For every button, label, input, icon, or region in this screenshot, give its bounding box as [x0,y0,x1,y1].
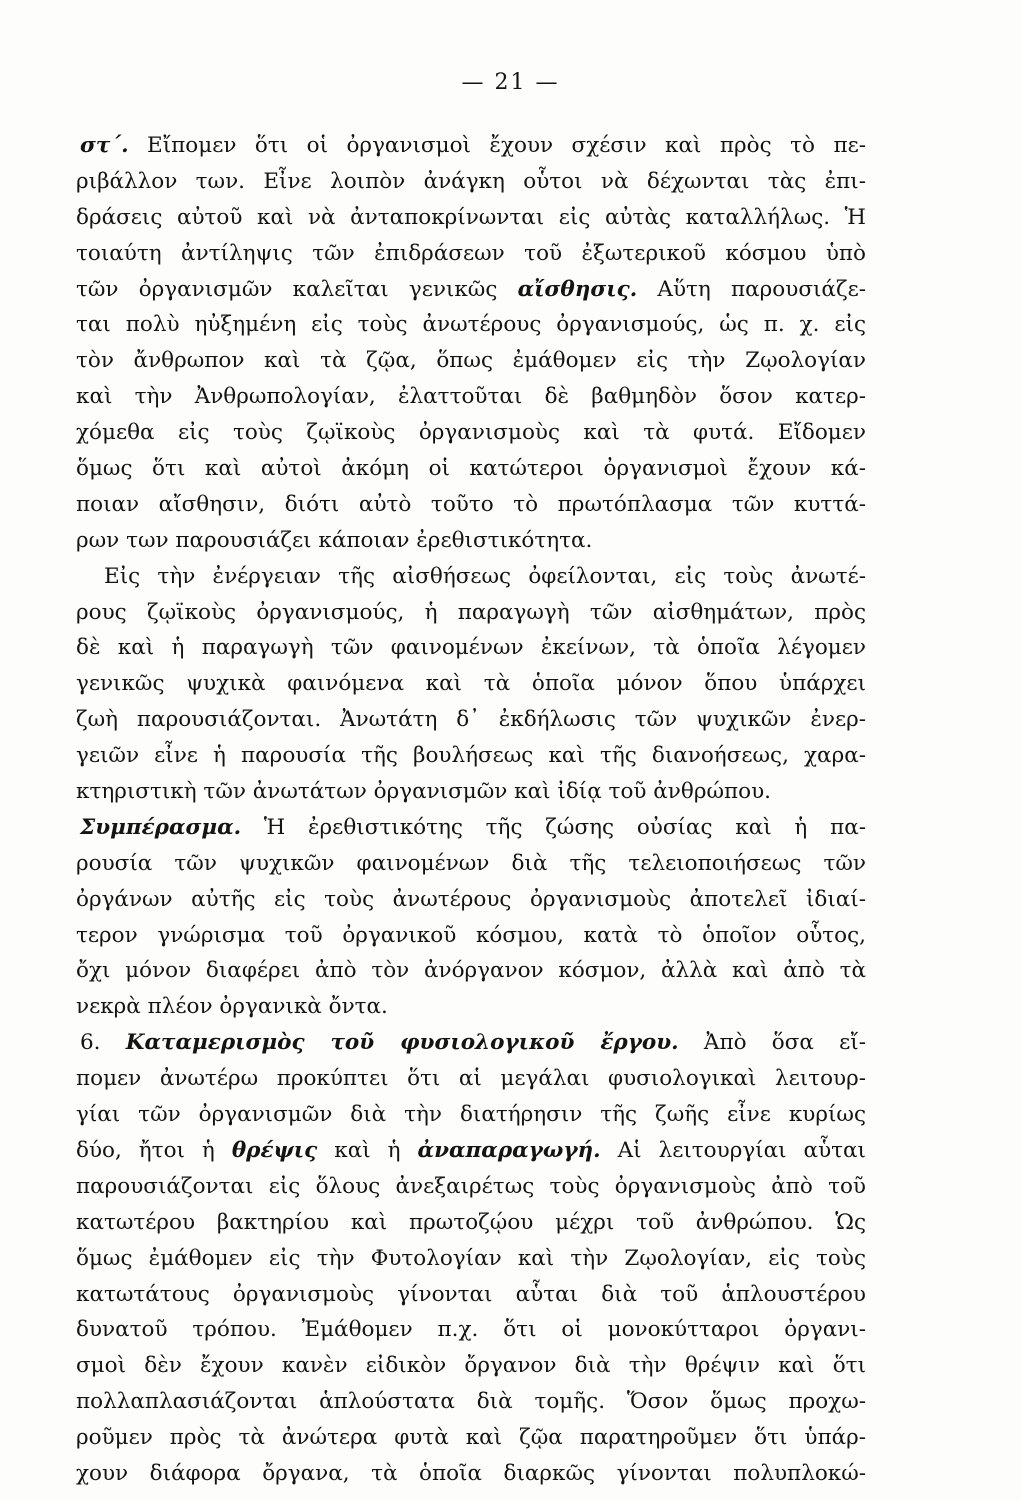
emphasized-term: Καταμερισμὸς τοῦ φυσιολογικοῦ ἔργου. [125,1030,679,1056]
text-line [76,487,866,523]
emphasized-term: αἴσθησις. [517,276,638,302]
text-run: ποιαν αἴσθησιν, διότι αὐτὸ τοῦτο τὸ πρωτόπλασμα τῶν κυττά- [76,491,866,517]
text-line [76,918,866,954]
text-run: παρουσιάζονται εἰς ὅλους ἀνεξαιρέτως τοὺς ὀργανισμοὺς ἀπὸ τοῦ [76,1173,866,1199]
text-run: ὄχι μόνον διαφέρει ἀπὸ τὸν ἀνόργανον κόσμον, ἀλλὰ καὶ ἀπὸ τὰ [76,958,866,984]
text-line [76,846,866,882]
text-run: κτηριστικὴ τῶν ἀνωτάτων ὀργανισμῶν καὶ ἰδίᾳ τοῦ ἀνθρώπου. [76,779,771,805]
text-run: τοιαύτη ἀντίληψις τῶν ἐπιδράσεων τοῦ ἐξωτερικοῦ κόσμου ὑπὸ [76,240,866,266]
text-line [76,882,866,918]
emphasized-term: θρέψις [231,1137,318,1163]
emphasized-term: ἀναπαραγωγή. [417,1137,601,1163]
text-line [76,1312,866,1348]
text-run: νεκρὰ πλέον ὀργανικὰ ὄντα. [76,994,388,1020]
text-run: ρων των παρουσιάζει κάποιαν ἐρεθιστικότητα. [76,527,593,553]
text-line [76,272,866,308]
body-text [76,128,866,1492]
text-line [76,1348,866,1384]
text-run: δὲ καὶ ἡ παραγωγὴ τῶν φαινομένων ἐκείνων, τὰ ὁποῖα λέγομεν [76,635,866,661]
text-run: Ἀπὸ ὅσα εἴ- [678,1030,866,1056]
text-run: ριβάλλον των. Εἶνε λοιπὸν ἀνάγκη οὗτοι νὰ δέχωνται τὰς ἐπι- [76,168,866,194]
text-line [76,1133,866,1169]
text-line [76,415,866,451]
text-line [76,559,866,595]
text-line [76,379,866,415]
text-run: καὶ τὴν Ἀνθρωπολογίαν, ἐλαττοῦται δὲ βαθμηδὸν ὅσον κατερ- [76,384,866,410]
text-run: γειῶν εἶνε ἡ παρουσία τῆς βουλήσεως καὶ τῆς διανοήσεως, χαρα- [76,743,866,769]
text-line [76,989,866,1025]
text-run: δράσεις αὐτοῦ καὶ νὰ ἀνταποκρίνωνται εἰς αὐτὰς καταλλήλως. Ἡ [76,204,866,230]
text-run: Εἰς τὴν ἐνέργειαν τῆς αἰσθήσεως ὀφείλονται, εἰς τοὺς ἀνωτέ- [104,563,866,589]
text-line [76,738,866,774]
text-line [76,630,866,666]
text-line [76,774,866,810]
text-line [76,1061,866,1097]
text-line [76,164,866,200]
text-run: δυνατοῦ τρόπου. Ἐμάθομεν π.χ. ὅτι οἱ μονοκύτταροι ὀργανι- [76,1317,866,1343]
text-run: κατωτέρου βακτηρίου καὶ πρωτοζῴου μέχρι τοῦ ἀνθρώπου. Ὡς [76,1209,866,1235]
text-line [76,1205,866,1241]
text-line [76,1169,866,1205]
text-line [76,307,866,343]
text-run: γενικῶς ψυχικὰ φαινόμενα καὶ τὰ ὁποῖα μόνον ὅπου ὑπάρχει [76,671,866,697]
text-run: γίαι τῶν ὀργανισμῶν διὰ τὴν διατήρησιν τῆς ζωῆς εἶνε κυρίως [76,1102,866,1128]
text-line [76,1025,866,1061]
text-line [76,810,866,846]
text-run: ὅμως ὅτι καὶ αὐτοὶ ἀκόμη οἱ κατώτεροι ὀργανισμοὶ ἔχουν κά- [76,456,866,482]
text-run: κατωτάτους ὀργανισμοὺς γίνονται αὗται διὰ τοῦ ἁπλουστέρου [76,1281,866,1307]
text-run: Αὕτη παρουσιάζε- [637,276,866,302]
emphasized-term: Συμπέρασμα. [80,814,242,840]
text-line [76,200,866,236]
text-run: χουν διάφορα ὄργανα, τὰ ὁποῖα διαρκῶς γίνονται πολυπλοκώ- [76,1460,866,1486]
text-run: τὸν ἄνθρωπον καὶ τὰ ζῷα, ὅπως ἐμάθομεν εἰς τὴν Ζῳολογίαν [76,348,866,374]
text-run: ὅμως ἐμάθομεν εἰς τὴν Φυτολογίαν καὶ τὴν Ζῳολογίαν, εἰς τοὺς [76,1245,866,1271]
text-run: ρουσία τῶν ψυχικῶν φαινομένων διὰ τῆς τελειοποιήσεως τῶν [76,850,866,876]
text-line [76,128,866,164]
text-line [76,1420,866,1456]
text-run: τερον γνώρισμα τοῦ ὀργανικοῦ κόσμου, κατὰ τὸ ὁποῖον οὗτος, [76,922,866,948]
text-run: ζωὴ παρουσιάζονται. Ἀνωτάτη δ᾽ ἐκδήλωσις τῶν ψυχικῶν ἐνερ- [76,707,866,733]
text-run: πολλαπλασιάζονται ἁπλούστατα διὰ τομῆς. Ὅσον ὅμως προχω- [76,1389,866,1415]
text-run: Ἡ ἐρεθιστικότης τῆς ζώσης οὐσίας καὶ ἡ πα- [241,814,866,840]
text-line [76,523,866,559]
text-run: ροῦμεν πρὸς τὰ ἀνώτερα φυτὰ καὶ ζῷα παρατηροῦμεν ὅτι ὑπάρ- [76,1425,866,1451]
text-run: χόμεθα εἰς τοὺς ζῳϊκοὺς ὀργανισμοὺς καὶ τὰ φυτά. Εἴδομεν [76,420,866,446]
text-run: τῶν ὀργανισμῶν καλεῖται γενικῶς [76,276,518,302]
text-run: Αἱ λειτουργίαι αὗται [600,1137,866,1163]
text-run: καὶ ἡ [317,1137,418,1163]
text-line [76,236,866,272]
text-run: 6. [80,1030,126,1056]
text-run: ὀργάνων αὐτῆς εἰς τοὺς ἀνωτέρους ὀργανισμοὺς ἀποτελεῖ ἰδιαί- [76,886,866,912]
text-line [76,953,866,989]
text-line [76,702,866,738]
emphasized-term: στ΄. [80,133,129,158]
text-run: δύο, ἤτοι ἡ [76,1137,232,1163]
text-run: ρους ζῳϊκοὺς ὀργανισμούς, ἡ παραγωγὴ τῶν αἰσθημάτων, πρὸς [76,599,866,625]
text-line [76,1456,866,1492]
text-line [76,451,866,487]
text-run: πομεν ἀνωτέρω προκύπτει ὅτι αἱ μεγάλαι φυσιολογικαὶ λειτουρ- [76,1066,866,1092]
text-line [76,343,866,379]
text-line [76,666,866,702]
text-line [76,1384,866,1420]
text-run: Εἴπομεν ὅτι οἱ ὀργανισμοὶ ἔχουν σχέσιν καὶ πρὸς τὸ πε- [128,133,866,158]
text-line [76,595,866,631]
text-line [76,1277,866,1313]
text-line [76,1097,866,1133]
text-line [76,1241,866,1277]
page-number: — 21 — [461,70,560,95]
text-run: ται πολὺ ηὐξημένη εἰς τοὺς ἀνωτέρους ὀργανισμούς, ὡς π. χ. εἰς [76,312,866,338]
text-run: σμοὶ δὲν ἔχουν κανὲν εἰδικὸν ὄργανον διὰ τὴν θρέψιν καὶ ὅτι [76,1353,866,1379]
